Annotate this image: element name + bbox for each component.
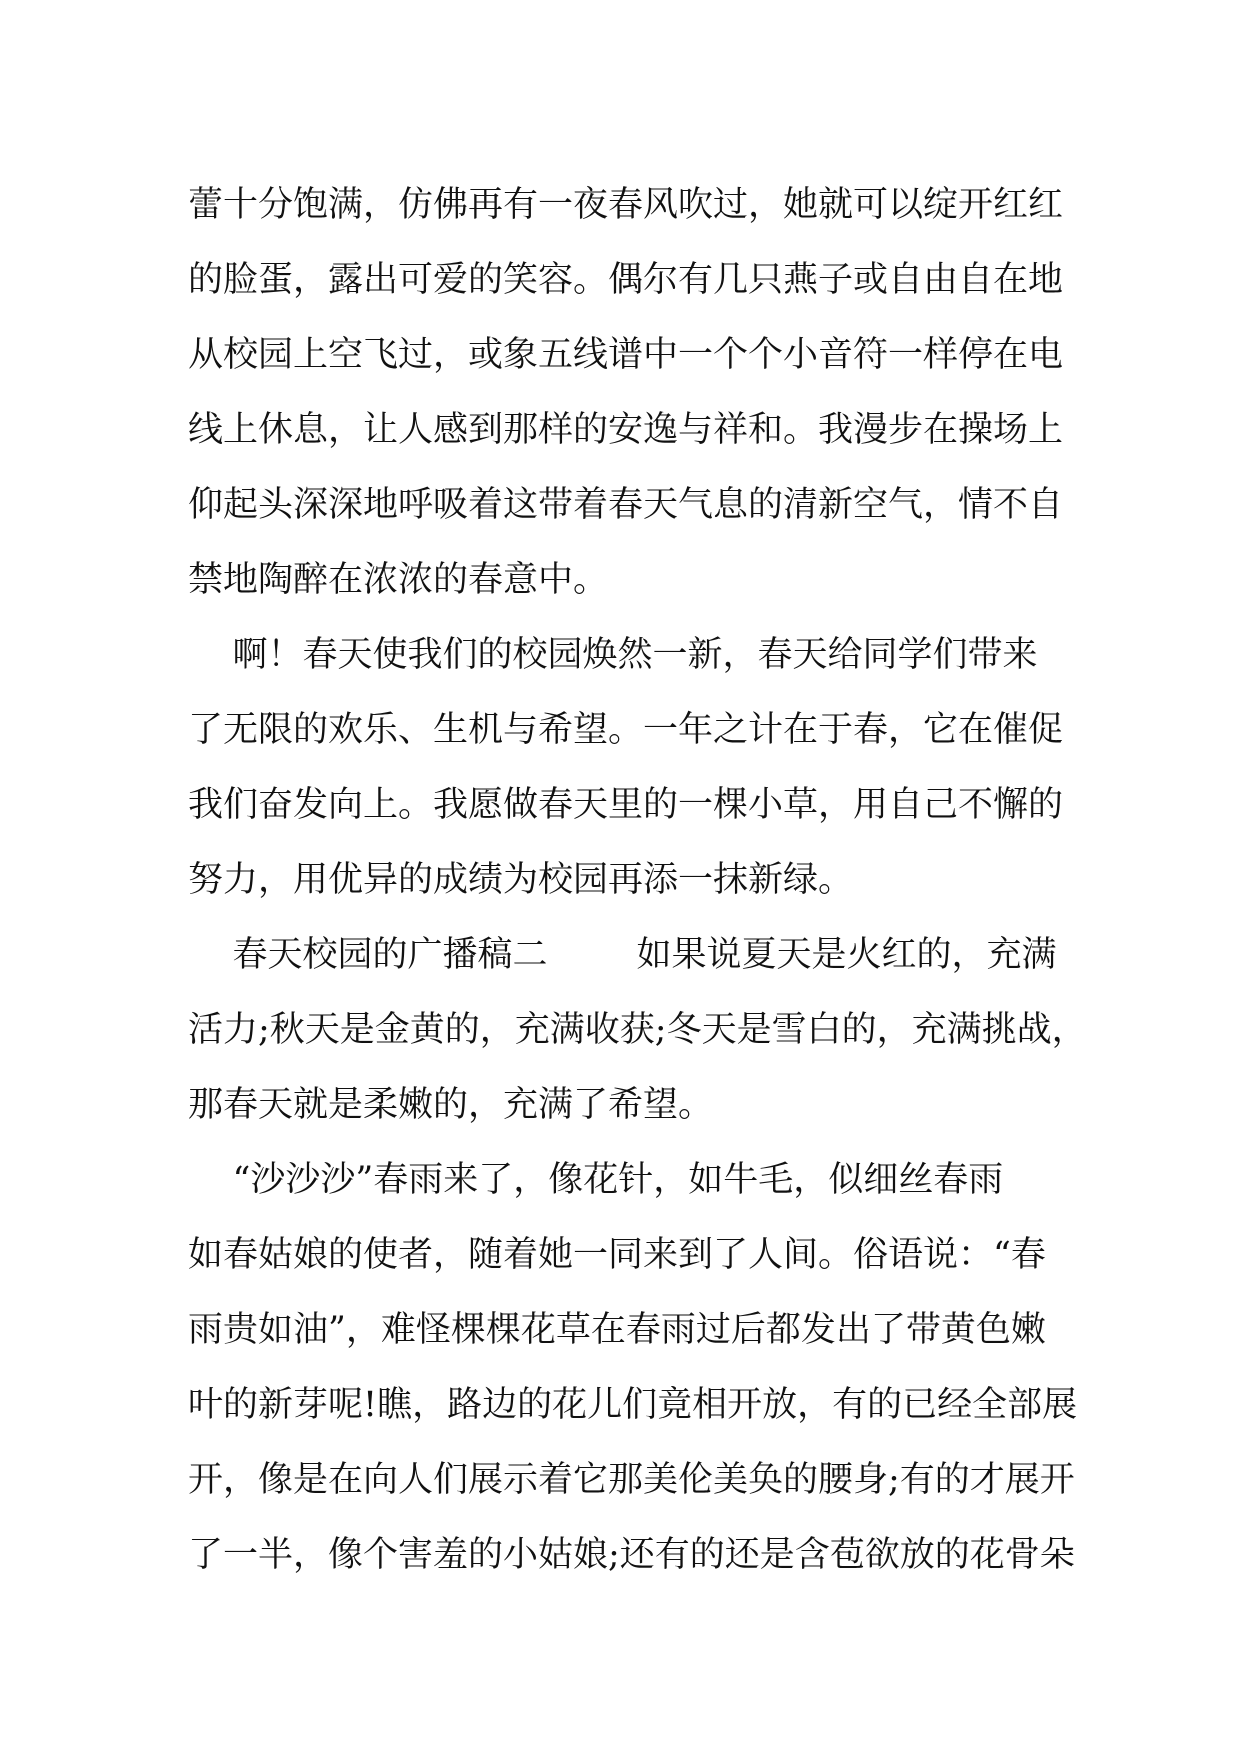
body-text <box>188 168 1087 1593</box>
text-line: 啊！春天使我们的校园焕然一新，春天给同学们带来 <box>188 635 1038 675</box>
text-line: 活力;秋天是金黄的，充满收获;冬天是雪白的，充满挑战， <box>188 1010 1087 1050</box>
text-line: 从校园上空飞过，或象五线谱中一个个小音符一样停在电 <box>188 335 1064 375</box>
text-line: 蕾十分饱满，仿佛再有一夜春风吹过，她就可以绽开红红 <box>188 185 1064 225</box>
text-line: 开，像是在向人们展示着它那美伦美奂的腰身;有的才展开 <box>188 1460 1075 1500</box>
text-line: “沙沙沙”春雨来了，像花针，如牛毛，似细丝春雨 <box>188 1160 1004 1200</box>
text-line: 叶的新芽呢!瞧，路边的花儿们竟相开放，有的已经全部展 <box>188 1385 1078 1425</box>
text-line: 春天校园的广播稿二 如果说夏天是火红的，充满 <box>188 935 1057 975</box>
text-line: 禁地陶醉在浓浓的春意中。 <box>188 560 609 600</box>
text-line: 了无限的欢乐、生机与希望。一年之计在于春，它在催促 <box>188 710 1064 750</box>
text-line: 的脸蛋，露出可爱的笑容。偶尔有几只燕子或自由自在地 <box>188 260 1064 300</box>
text-line: 仰起头深深地呼吸着这带着春天气息的清新空气，情不自 <box>188 485 1064 525</box>
text-line: 那春天就是柔嫩的，充满了希望。 <box>188 1085 714 1125</box>
text-line: 我们奋发向上。我愿做春天里的一棵小草，用自己不懈的 <box>188 785 1064 825</box>
text-line: 雨贵如油”，难怪棵棵花草在春雨过后都发出了带黄色嫩 <box>188 1310 1046 1350</box>
text-line: 努力，用优异的成绩为校园再添一抹新绿。 <box>188 860 854 900</box>
text-line: 了一半，像个害羞的小姑娘;还有的还是含苞欲放的花骨朵 <box>188 1535 1075 1575</box>
text-line: 如春姑娘的使者，随着她一同来到了人间。俗语说：“春 <box>188 1235 1046 1275</box>
text-line: 线上休息，让人感到那样的安逸与祥和。我漫步在操场上 <box>188 410 1064 450</box>
